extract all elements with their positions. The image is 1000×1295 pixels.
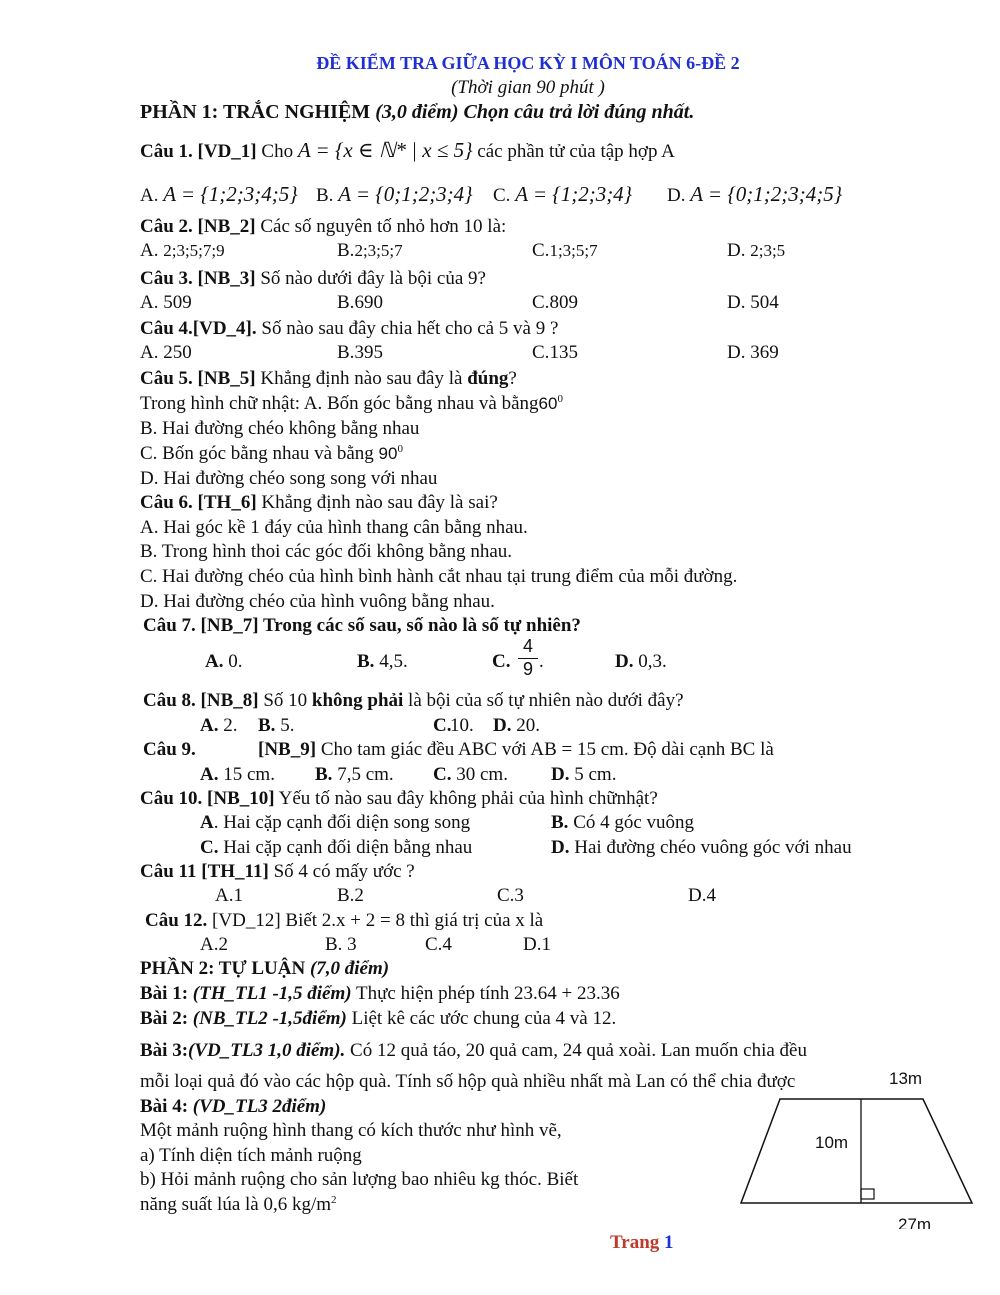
page-footer: Trang 1	[610, 1232, 674, 1253]
q7-option-c: C.	[492, 651, 511, 672]
q10-option-a: A. Hai cặp cạnh đối diện song song	[200, 812, 471, 833]
q9-option-a: A. 15 cm.	[200, 764, 275, 785]
q4-option-d: D. 369	[727, 342, 779, 363]
q3-option-b: B.690	[337, 292, 383, 313]
q5-option-c: C. Bốn góc bằng nhau và bằng $90^0$	[140, 443, 403, 464]
q8-option-d: D. 20.	[493, 715, 540, 736]
bai4-line4: năng suất lúa là 0,6 $kg/m^2$	[140, 1194, 337, 1215]
q3-option-c: C.809	[532, 292, 578, 313]
bai4-line3: b) Hỏi mảnh ruộng cho sản lượng bao nhiêu kg thóc. Biết	[140, 1169, 579, 1190]
q1-option-c: C. A = {1;2;3;4}	[493, 182, 633, 206]
q1-option-b: B. A = {0;1;2;3;4}	[316, 182, 473, 206]
bai4: Bài 4: (VD_TL3 2điểm)	[140, 1096, 327, 1117]
q4-option-c: C.135	[532, 342, 578, 363]
q6-option-b: B. Trong hình thoi các góc đối không bằng nhau.	[140, 541, 513, 562]
q6-option-a: A. Hai góc kề 1 đáy của hình thang cân bằng nhau.	[140, 517, 528, 538]
bai3-line2: mỗi loại quả đó vào các hộp quà. Tính số hộp quà nhiều nhất mà Lan có thể chia được	[140, 1071, 796, 1092]
q6-option-c: C. Hai đường chéo của hình bình hành cắt nhau tại trung điểm của mỗi đường.	[140, 566, 738, 587]
q1-option-a: A. A = {1;2;3;4;5}	[140, 182, 298, 206]
trapezoid-figure	[740, 1090, 990, 1230]
bai1: Bài 1: (TH_TL1 -1,5 điểm) Thực hiện phép tính 23.64 + 23.36	[140, 983, 620, 1004]
q9-option-d: D. 5 cm.	[551, 764, 617, 785]
q4-prompt: Câu 4.[VD_4]. Số nào sau đây chia hết cho cả 5 và 9 ?	[140, 318, 559, 339]
q7-fraction-period: .	[539, 651, 544, 672]
q12-prompt: Câu 12. [VD_12] Biết 2.x + 2 = 8 thì giá trị của x là	[145, 910, 544, 931]
figure-top-label: 13m	[889, 1069, 923, 1088]
q9-option-c: C. 30 cm.	[433, 764, 508, 785]
q1-option-d: D. A = {0;1;2;3;4;5}	[667, 182, 843, 206]
q8-option-a: A. 2.	[200, 715, 238, 736]
trapezoid-shape	[741, 1099, 972, 1203]
q9-prompt: [NB_9] Cho tam giác đều ABC với AB = 15 cm. Độ dài cạnh BC là	[258, 739, 774, 760]
bai3: Bài 3:(VD_TL3 1,0 điểm). Có 12 quả táo, 20 quả cam, 24 quả xoài. Lan muốn chia đều	[140, 1040, 807, 1061]
q11-option-a: A.1	[215, 885, 243, 906]
q6-option-d: D. Hai đường chéo của hình vuông bằng nhau.	[140, 591, 495, 612]
q3-prompt: Câu 3. [NB_3] Số nào dưới đây là bội của 9?	[140, 268, 486, 289]
figure-bottom-label-clip	[880, 1218, 940, 1229]
bai4-line1: Một mảnh ruộng hình thang có kích thước như hình vẽ,	[140, 1120, 562, 1141]
q5-option-b: B. Hai đường chéo không bằng nhau	[140, 418, 420, 439]
q8-option-c-value: 10.	[450, 715, 474, 736]
q8-option-c: C.	[433, 715, 452, 736]
q11-option-d: D.4	[688, 885, 716, 906]
q12-option-a: A.2	[200, 934, 228, 955]
q1-prompt: Câu 1. [VD_1] Cho A = {x ∈ ℕ* | x ≤ 5} các phần tử của tập hợp A	[140, 138, 675, 162]
right-angle-marker	[861, 1189, 874, 1199]
q12-option-b: B. 3	[325, 934, 357, 955]
q2-option-a: A. 2;3;5;7;9	[140, 240, 225, 261]
q8-prompt: Câu 8. [NB_8] Số 10 không phải là bội của số tự nhiên nào dưới đây?	[143, 690, 684, 711]
figure-height-label: 10m	[815, 1133, 849, 1152]
q9-label: Câu 9.	[143, 739, 196, 760]
figure-bottom-label: 27m	[898, 1218, 932, 1229]
time-limit: (Thời gian 90 phút )	[451, 77, 605, 98]
q1-set-expression: A = {x ∈ ℕ* | x ≤ 5}	[297, 138, 473, 162]
q10-option-c: C. Hai cặp cạnh đối diện bằng nhau	[200, 837, 473, 858]
q7-option-b: B. 4,5.	[357, 651, 408, 672]
q11-option-c: C.3	[497, 885, 524, 906]
q10-option-d: D. Hai đường chéo vuông góc với nhau	[551, 837, 852, 858]
q2-prompt: Câu 2. [NB_2] Các số nguyên tố nhỏ hơn 10 là:	[140, 216, 507, 237]
q2-option-b: B.2;3;5;7	[337, 240, 403, 261]
q4-option-b: B.395	[337, 342, 383, 363]
q7-prompt: Câu 7. [NB_7] Trong các số sau, số nào là số tự nhiên?	[143, 615, 581, 636]
q12-option-c: C.4	[425, 934, 452, 955]
q3-option-a: A. 509	[140, 292, 192, 313]
page-title: ĐỀ KIỂM TRA GIỮA HỌC KỲ I MÔN TOÁN 6-ĐỀ 2	[316, 53, 740, 73]
part2-heading: PHẦN 2: TỰ LUẬN (7,0 điểm)	[140, 958, 390, 979]
q11-option-b: B.2	[337, 885, 364, 906]
q5-option-a: Trong hình chữ nhật: A. Bốn góc bằng nhau và $bằng60^0$	[140, 393, 563, 414]
bai4-line2: a) Tính diện tích mảnh ruộng	[140, 1145, 362, 1166]
q5-prompt: Câu 5. [NB_5] Khẳng định nào sau đây là đúng?	[140, 368, 517, 389]
q2-option-c: C.1;3;5;7	[532, 240, 598, 261]
bai2: Bài 2: (NB_TL2 -1,5điểm) Liệt kê các ước chung của 4 và 12.	[140, 1008, 617, 1029]
q7-option-a: A. 0.	[205, 651, 243, 672]
q10-prompt: Câu 10. [NB_10] Yếu tố nào sau đây không phải của hình chữnhật?	[140, 788, 658, 809]
q5-option-d: D. Hai đường chéo song song với nhau	[140, 468, 438, 489]
q12-option-d: D.1	[523, 934, 551, 955]
q9-option-b: B. 7,5 cm.	[315, 764, 394, 785]
q7-fraction: $\frac{4}{9}$	[518, 636, 538, 680]
q6-prompt: Câu 6. [TH_6] Khẳng định nào sau đây là sai?	[140, 492, 498, 513]
q2-option-d: D. 2;3;5	[727, 240, 786, 261]
q10-option-b: B. Có 4 góc vuông	[551, 812, 695, 833]
q7-option-d: D. 0,3.	[615, 651, 667, 672]
q11-prompt: Câu 11 [TH_11] Số 4 có mấy ước ?	[140, 861, 415, 882]
q3-option-d: D. 504	[727, 292, 779, 313]
part1-heading: PHẦN 1: TRẮC NGHIỆM (3,0 điểm) Chọn câu trả lời đúng nhất.	[140, 101, 695, 123]
q8-option-b: B. 5.	[258, 715, 295, 736]
q4-option-a: A. 250	[140, 342, 192, 363]
